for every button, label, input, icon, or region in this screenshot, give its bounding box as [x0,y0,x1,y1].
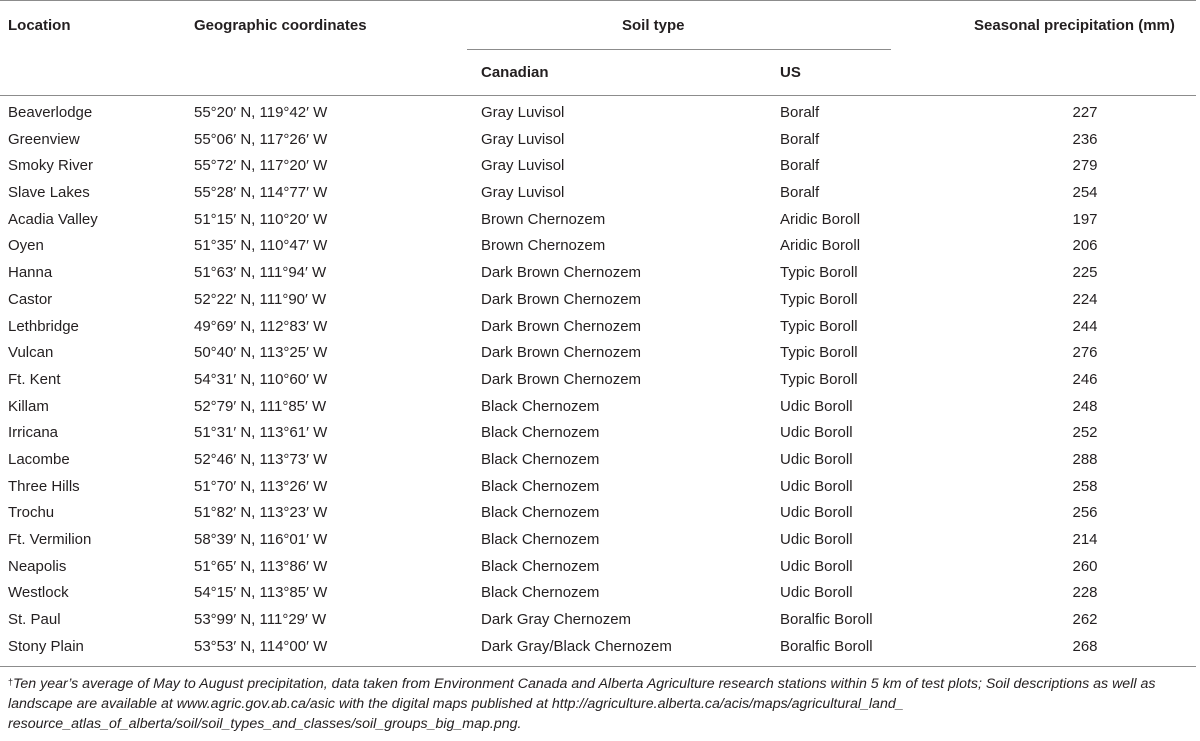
cell-precipitation: 288 [1072,450,1098,468]
cell-location: Acadia Valley [8,210,98,228]
table-row [0,526,1196,553]
cell-coordinates: 51°65′ N, 113°86′ W [194,557,328,575]
cell-coordinates: 51°35′ N, 110°47′ W [194,237,328,255]
cell-location: Slave Lakes [8,184,90,202]
cell-canadian-soil: Dark Gray/Black Chernozem [481,637,672,655]
cell-canadian-soil: Brown Chernozem [481,210,606,228]
cell-location: Three Hills [8,477,80,495]
cell-coordinates: 54°15′ N, 113°85′ W [194,584,328,602]
header-canadian: Canadian [481,64,549,81]
cell-location: Stony Plain [8,637,84,655]
cell-location: Castor [8,290,53,308]
cell-precipitation: 279 [1072,157,1098,175]
cell-us-soil: Typic Boroll [780,370,858,388]
cell-precipitation: 236 [1072,130,1098,148]
table-row [0,259,1196,286]
table-row [0,366,1196,393]
table-row [0,446,1196,473]
cell-canadian-soil: Gray Luvisol [481,184,565,202]
cell-canadian-soil: Dark Brown Chernozem [481,344,642,362]
cell-precipitation: 268 [1072,637,1098,655]
table-row [0,339,1196,366]
cell-coordinates: 55°72′ N, 117°20′ W [194,157,328,175]
cell-coordinates: 55°28′ N, 114°77′ W [194,184,328,202]
cell-canadian-soil: Brown Chernozem [481,237,606,255]
cell-precipitation: 260 [1072,557,1098,575]
cell-us-soil: Typic Boroll [780,290,858,308]
table-row [0,473,1196,500]
cell-coordinates: 52°46′ N, 113°73′ W [194,450,328,468]
cell-canadian-soil: Black Chernozem [481,477,600,495]
cell-precipitation: 224 [1072,290,1098,308]
cell-us-soil: Typic Boroll [780,317,858,335]
cell-precipitation: 276 [1072,344,1098,362]
cell-canadian-soil: Black Chernozem [481,397,600,415]
cell-location: Irricana [8,424,59,442]
cell-us-soil: Udic Boroll [780,504,853,522]
cell-location: Ft. Kent [8,370,61,388]
cell-precipitation: 262 [1072,611,1098,629]
table-row [0,232,1196,259]
cell-coordinates: 49°69′ N, 112°83′ W [194,317,328,335]
table-row [0,553,1196,580]
cell-location: Trochu [8,504,55,522]
table-row [0,606,1196,633]
cell-coordinates: 54°31′ N, 110°60′ W [194,370,328,388]
table-row [0,313,1196,340]
cell-location: Neapolis [8,557,67,575]
cell-precipitation: 228 [1072,584,1098,602]
cell-us-soil: Udic Boroll [780,450,853,468]
cell-location: Lethbridge [8,317,79,335]
table-top-rule [0,0,1196,1]
cell-us-soil: Typic Boroll [780,344,858,362]
cell-canadian-soil: Gray Luvisol [481,130,565,148]
cell-location: Ft. Vermilion [8,531,92,548]
cell-canadian-soil: Dark Brown Chernozem [481,370,642,388]
cell-location: Killam [8,397,49,415]
cell-location: St. Paul [8,611,61,629]
cell-us-soil: Boralf [780,157,820,175]
cell-location: Oyen [8,237,44,255]
cell-precipitation: 206 [1072,237,1098,255]
cell-us-soil: Udic Boroll [780,397,853,415]
footnote-marker: † [8,677,14,687]
cell-coordinates: 52°79′ N, 111°85′ W [194,397,327,415]
cell-us-soil: Boralfic Boroll [780,637,873,655]
cell-canadian-soil: Gray Luvisol [481,104,565,121]
cell-us-soil: Udic Boroll [780,531,853,548]
cell-us-soil: Udic Boroll [780,424,853,442]
cell-precipitation: 254 [1072,184,1098,202]
cell-location: Vulcan [8,344,54,362]
header-bottom-rule [0,95,1196,96]
table-row [0,99,1196,126]
cell-us-soil: Boralfic Boroll [780,611,873,629]
cell-coordinates: 58°39′ N, 116°01′ W [194,531,328,548]
footnote-text: Ten year’s average of May to August precipitation, data taken from Environment Canada and Alberta Agriculture research stations within 5 km of test plots; Soil descriptions as well as landscape are available at www.agric.gov.ab.ca/asic with the digital maps published at http://agriculture.alberta.ca/acis/maps/agricultural_land_ resource_atlas_of_alberta/soil/soil_types_and_classes/soil_groups_big_map.png. [8,676,1156,732]
table-row [0,499,1196,526]
header-location: Location [8,17,71,34]
cell-coordinates: 55°20′ N, 119°42′ W [194,104,328,121]
table-row [0,579,1196,606]
cell-canadian-soil: Dark Brown Chernozem [481,290,642,308]
cell-coordinates: 52°22′ N, 111°90′ W [194,290,327,308]
cell-precipitation: 252 [1072,424,1098,442]
cell-coordinates: 51°82′ N, 113°23′ W [194,504,328,522]
cell-precipitation: 227 [1072,104,1098,121]
cell-canadian-soil: Dark Brown Chernozem [481,317,642,335]
table-row [0,126,1196,153]
cell-precipitation: 214 [1072,531,1098,548]
cell-canadian-soil: Black Chernozem [481,557,600,575]
header-precipitation: Seasonal precipitation (mm) [974,17,1175,34]
cell-coordinates: 51°63′ N, 111°94′ W [194,264,327,282]
cell-canadian-soil: Black Chernozem [481,450,600,468]
cell-coordinates: 51°15′ N, 110°20′ W [194,210,328,228]
cell-coordinates: 53°99′ N, 111°29′ W [194,611,327,629]
table-row [0,419,1196,446]
cell-location: Lacombe [8,450,70,468]
cell-precipitation: 256 [1072,504,1098,522]
header-soil-type: Soil type [622,17,685,34]
cell-coordinates: 51°70′ N, 113°26′ W [194,477,328,495]
cell-us-soil: Typic Boroll [780,264,858,282]
cell-us-soil: Aridic Boroll [780,237,861,255]
table-row [0,393,1196,420]
cell-us-soil: Udic Boroll [780,557,853,575]
cell-canadian-soil: Black Chernozem [481,531,600,548]
cell-canadian-soil: Black Chernozem [481,424,600,442]
cell-location: Westlock [8,584,69,602]
cell-location: Greenview [8,130,80,148]
cell-canadian-soil: Black Chernozem [481,584,600,602]
cell-us-soil: Udic Boroll [780,477,853,495]
table-body [0,99,1196,659]
cell-canadian-soil: Dark Gray Chernozem [481,611,632,629]
cell-us-soil: Boralf [780,184,820,202]
cell-location: Hanna [8,264,53,282]
header-us: US [780,64,801,81]
cell-coordinates: 51°31′ N, 113°61′ W [194,424,328,442]
table-bottom-rule [0,666,1196,667]
cell-coordinates: 53°53′ N, 114°00′ W [194,637,328,655]
cell-coordinates: 55°06′ N, 117°26′ W [194,130,328,148]
cell-canadian-soil: Dark Brown Chernozem [481,264,642,282]
cell-us-soil: Boralf [780,130,820,148]
cell-canadian-soil: Gray Luvisol [481,157,565,175]
table-row [0,633,1196,660]
table-row [0,206,1196,233]
cell-precipitation: 246 [1072,370,1098,388]
cell-precipitation: 258 [1072,477,1098,495]
cell-precipitation: 197 [1072,210,1098,228]
cell-precipitation: 244 [1072,317,1098,335]
table-footnote [8,674,1196,734]
cell-precipitation: 248 [1072,397,1098,415]
cell-location: Beaverlodge [8,104,93,121]
cell-canadian-soil: Black Chernozem [481,504,600,522]
table-row [0,152,1196,179]
table-row [0,286,1196,313]
cell-us-soil: Udic Boroll [780,584,853,602]
header-coordinates: Geographic coordinates [194,17,367,34]
cell-us-soil: Aridic Boroll [780,210,861,228]
table-row [0,179,1196,206]
soil-type-group-rule [467,49,891,50]
cell-precipitation: 225 [1072,264,1098,282]
cell-us-soil: Boralf [780,104,820,121]
cell-coordinates: 50°40′ N, 113°25′ W [194,344,328,362]
cell-location: Smoky River [8,157,94,175]
